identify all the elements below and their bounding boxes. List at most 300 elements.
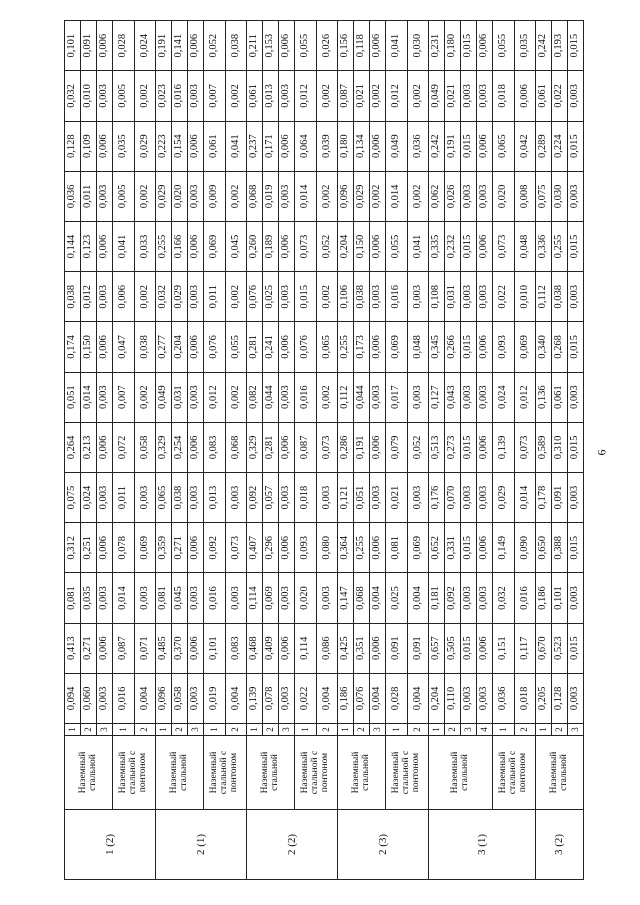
value-cell: 0,038	[65, 272, 81, 322]
row-index-cell: 1	[247, 724, 263, 736]
coefficient-table	[64, 20, 584, 880]
value-cell: 0,114	[295, 623, 317, 673]
row-index-cell: 1	[493, 724, 515, 736]
row-index-cell: 2	[407, 724, 429, 736]
value-cell: 0,015	[461, 221, 477, 271]
value-cell: 0,015	[568, 523, 584, 573]
value-cell: 0,045	[225, 221, 247, 271]
value-cell: 0,015	[461, 422, 477, 472]
value-cell: 0,019	[263, 171, 279, 221]
value-cell: 0,271	[172, 523, 188, 573]
value-cell: 0,003	[568, 472, 584, 522]
row-index-cell: 3	[461, 724, 477, 736]
value-cell: 0,049	[386, 121, 408, 171]
value-cell: 0,003	[461, 272, 477, 322]
value-cell: 0,002	[316, 372, 338, 422]
value-cell: 0,003	[477, 573, 493, 623]
value-cell: 0,242	[429, 121, 445, 171]
value-cell: 0,255	[338, 322, 354, 372]
value-cell: 0,025	[263, 272, 279, 322]
value-cell: 0,409	[263, 623, 279, 673]
value-cell: 0,003	[188, 372, 204, 422]
value-cell: 0,006	[370, 422, 386, 472]
value-cell: 0,150	[354, 221, 370, 271]
value-cell: 0,174	[65, 322, 81, 372]
value-cell: 0,061	[536, 71, 552, 121]
value-cell: 0,128	[552, 673, 568, 723]
value-cell: 0,008	[514, 171, 536, 221]
value-cell: 0,268	[552, 322, 568, 372]
value-cell: 0,022	[493, 272, 515, 322]
value-cell: 0,076	[295, 322, 317, 372]
value-cell: 0,003	[134, 573, 156, 623]
value-cell: 0,015	[568, 623, 584, 673]
value-cell: 0,242	[536, 21, 552, 71]
value-cell: 0,029	[493, 472, 515, 522]
value-cell: 0,003	[97, 272, 113, 322]
value-cell: 0,002	[225, 272, 247, 322]
value-cell: 0,003	[134, 472, 156, 522]
value-cell: 0,060	[81, 673, 97, 723]
value-cell: 0,006	[279, 322, 295, 372]
value-cell: 0,003	[188, 272, 204, 322]
value-cell: 0,144	[65, 221, 81, 271]
value-cell: 0,121	[338, 472, 354, 522]
value-cell: 0,006	[188, 523, 204, 573]
value-cell: 0,652	[429, 523, 445, 573]
value-cell: 0,002	[316, 171, 338, 221]
value-cell: 0,003	[97, 171, 113, 221]
value-cell: 0,076	[247, 272, 263, 322]
value-cell: 0,123	[81, 221, 97, 271]
value-cell: 0,031	[445, 272, 461, 322]
value-cell: 0,015	[568, 422, 584, 472]
value-cell: 0,004	[316, 673, 338, 723]
value-cell: 0,091	[81, 21, 97, 71]
value-cell: 0,006	[279, 21, 295, 71]
value-cell: 0,359	[156, 523, 172, 573]
value-cell: 0,264	[65, 422, 81, 472]
value-cell: 0,086	[316, 623, 338, 673]
value-cell: 0,069	[204, 221, 226, 271]
value-cell: 0,003	[279, 171, 295, 221]
value-cell: 0,070	[445, 472, 461, 522]
value-cell: 0,331	[445, 523, 461, 573]
value-cell: 0,069	[407, 523, 429, 573]
value-cell: 0,031	[172, 372, 188, 422]
value-cell: 0,003	[188, 472, 204, 522]
tank-type-cell: Наземный стальной	[338, 736, 386, 810]
value-cell: 0,191	[354, 422, 370, 472]
tank-type-cell: Наземный стальной с понтоном	[295, 736, 338, 810]
value-cell: 0,156	[338, 21, 354, 71]
value-cell: 0,003	[97, 573, 113, 623]
value-cell: 0,003	[407, 372, 429, 422]
value-cell: 0,186	[338, 673, 354, 723]
value-cell: 0,055	[493, 21, 515, 71]
value-cell: 0,003	[477, 171, 493, 221]
value-cell: 0,057	[263, 472, 279, 522]
value-cell: 0,670	[536, 623, 552, 673]
tank-type-cell: Наземный стальной	[65, 736, 113, 810]
page-number: 6	[594, 449, 609, 456]
value-cell: 0,101	[552, 573, 568, 623]
value-cell: 0,523	[552, 623, 568, 673]
value-cell: 0,091	[552, 472, 568, 522]
value-cell: 0,017	[386, 372, 408, 422]
value-cell: 0,002	[407, 171, 429, 221]
value-cell: 0,281	[247, 322, 263, 372]
table-viewport	[64, 20, 584, 880]
value-cell: 0,012	[295, 71, 317, 121]
value-cell: 0,204	[338, 221, 354, 271]
value-cell: 0,036	[407, 121, 429, 171]
value-cell: 0,078	[263, 673, 279, 723]
value-cell: 0,101	[204, 623, 226, 673]
value-cell: 0,042	[514, 121, 536, 171]
value-cell: 0,151	[493, 623, 515, 673]
value-cell: 0,036	[493, 673, 515, 723]
value-cell: 0,092	[445, 573, 461, 623]
value-cell: 0,180	[445, 21, 461, 71]
value-cell: 0,069	[514, 322, 536, 372]
value-cell: 0,002	[134, 171, 156, 221]
value-cell: 0,006	[188, 221, 204, 271]
tank-type-cell: Наземный стальной с понтоном	[204, 736, 247, 810]
value-cell: 0,204	[429, 673, 445, 723]
value-cell: 0,003	[97, 372, 113, 422]
value-cell: 0,006	[97, 523, 113, 573]
table-body	[65, 21, 584, 880]
value-cell: 0,109	[81, 121, 97, 171]
value-cell: 0,006	[188, 623, 204, 673]
value-cell: 0,065	[316, 322, 338, 372]
value-cell: 0,006	[514, 71, 536, 121]
row-index-cell: 2	[81, 724, 97, 736]
value-cell: 0,134	[354, 121, 370, 171]
value-cell: 0,003	[568, 573, 584, 623]
value-cell: 0,003	[477, 673, 493, 723]
value-cell: 0,006	[97, 623, 113, 673]
value-cell: 0,106	[338, 272, 354, 322]
value-cell: 0,018	[514, 673, 536, 723]
value-cell: 0,015	[461, 322, 477, 372]
row-index-cell: 2	[316, 724, 338, 736]
value-cell: 0,072	[113, 422, 135, 472]
value-cell: 0,255	[552, 221, 568, 271]
table-row	[493, 21, 515, 880]
value-cell: 0,075	[65, 472, 81, 522]
value-cell: 0,003	[316, 472, 338, 522]
value-cell: 0,425	[338, 623, 354, 673]
table-row	[295, 21, 317, 880]
tank-type-cell: Наземный стальной	[156, 736, 204, 810]
value-cell: 0,003	[316, 573, 338, 623]
value-cell: 0,041	[407, 221, 429, 271]
value-cell: 0,003	[407, 272, 429, 322]
value-cell: 0,045	[172, 573, 188, 623]
value-cell: 0,025	[386, 573, 408, 623]
value-cell: 0,211	[247, 21, 263, 71]
value-cell: 0,004	[370, 673, 386, 723]
value-cell: 0,016	[295, 372, 317, 422]
value-cell: 0,345	[429, 322, 445, 372]
value-cell: 0,018	[493, 71, 515, 121]
value-cell: 0,589	[536, 422, 552, 472]
value-cell: 0,128	[65, 121, 81, 171]
value-cell: 0,055	[225, 322, 247, 372]
value-cell: 0,082	[247, 372, 263, 422]
row-index-cell: 4	[477, 724, 493, 736]
value-cell: 0,002	[370, 171, 386, 221]
value-cell: 0,329	[247, 422, 263, 472]
value-cell: 0,139	[247, 673, 263, 723]
value-cell: 0,069	[263, 573, 279, 623]
value-cell: 0,052	[316, 221, 338, 271]
table-row	[204, 21, 226, 880]
value-cell: 0,013	[263, 71, 279, 121]
row-index-cell: 1	[295, 724, 317, 736]
value-cell: 0,055	[295, 21, 317, 71]
value-cell: 0,006	[188, 422, 204, 472]
value-cell: 0,180	[338, 121, 354, 171]
value-cell: 0,351	[354, 623, 370, 673]
value-cell: 0,189	[263, 221, 279, 271]
value-cell: 0,255	[354, 523, 370, 573]
value-cell: 0,033	[134, 221, 156, 271]
value-cell: 0,003	[477, 272, 493, 322]
row-index-cell: 2	[225, 724, 247, 736]
value-cell: 0,030	[407, 21, 429, 71]
tank-type-cell: Наземный стальной с понтоном	[113, 736, 156, 810]
value-cell: 0,413	[65, 623, 81, 673]
value-cell: 0,166	[172, 221, 188, 271]
value-cell: 0,114	[247, 573, 263, 623]
value-cell: 0,039	[316, 121, 338, 171]
value-cell: 0,058	[134, 422, 156, 472]
value-cell: 0,002	[316, 272, 338, 322]
value-cell: 0,191	[445, 121, 461, 171]
row-index-cell: 1	[204, 724, 226, 736]
value-cell: 0,006	[188, 322, 204, 372]
value-cell: 0,015	[295, 272, 317, 322]
value-cell: 0,029	[156, 171, 172, 221]
value-cell: 0,271	[81, 623, 97, 673]
rotated-table-container	[64, 20, 584, 880]
value-cell: 0,047	[113, 322, 135, 372]
value-cell: 0,117	[514, 623, 536, 673]
value-cell: 0,005	[113, 71, 135, 121]
value-cell: 0,012	[204, 372, 226, 422]
value-cell: 0,020	[295, 573, 317, 623]
value-cell: 0,006	[477, 623, 493, 673]
value-cell: 0,092	[204, 523, 226, 573]
value-cell: 0,026	[445, 171, 461, 221]
value-cell: 0,006	[370, 322, 386, 372]
value-cell: 0,112	[536, 272, 552, 322]
value-cell: 0,038	[172, 472, 188, 522]
value-cell: 0,006	[370, 523, 386, 573]
value-cell: 0,073	[225, 523, 247, 573]
value-cell: 0,289	[536, 121, 552, 171]
value-cell: 0,006	[279, 422, 295, 472]
tank-type-cell: Наземный стальной с понтоном	[493, 736, 536, 810]
value-cell: 0,038	[552, 272, 568, 322]
value-cell: 0,003	[370, 272, 386, 322]
value-cell: 0,093	[295, 523, 317, 573]
value-cell: 0,657	[429, 623, 445, 673]
value-cell: 0,310	[552, 422, 568, 472]
row-index-cell: 3	[97, 724, 113, 736]
value-cell: 0,083	[225, 623, 247, 673]
row-index-cell: 2	[514, 724, 536, 736]
object-cell: 2 (3)	[338, 810, 429, 880]
value-cell: 0,096	[156, 673, 172, 723]
value-cell: 0,011	[81, 171, 97, 221]
value-cell: 0,009	[204, 171, 226, 221]
value-cell: 0,003	[188, 573, 204, 623]
value-cell: 0,035	[81, 573, 97, 623]
table-row	[429, 21, 445, 880]
table-row	[65, 21, 81, 880]
tank-type-cell: Наземный стальной	[247, 736, 295, 810]
value-cell: 0,388	[552, 523, 568, 573]
value-cell: 0,080	[316, 523, 338, 573]
value-cell: 0,181	[429, 573, 445, 623]
value-cell: 0,038	[134, 322, 156, 372]
value-cell: 0,003	[568, 372, 584, 422]
value-cell: 0,136	[536, 372, 552, 422]
value-cell: 0,062	[429, 171, 445, 221]
value-cell: 0,141	[172, 21, 188, 71]
object-cell: 2 (1)	[156, 810, 247, 880]
value-cell: 0,650	[536, 523, 552, 573]
value-cell: 0,513	[429, 422, 445, 472]
value-cell: 0,036	[65, 171, 81, 221]
value-cell: 0,007	[113, 372, 135, 422]
value-cell: 0,003	[461, 472, 477, 522]
value-cell: 0,035	[514, 21, 536, 71]
value-cell: 0,006	[477, 221, 493, 271]
value-cell: 0,006	[279, 523, 295, 573]
value-cell: 0,468	[247, 623, 263, 673]
value-cell: 0,006	[477, 322, 493, 372]
value-cell: 0,030	[552, 171, 568, 221]
value-cell: 0,015	[461, 21, 477, 71]
value-cell: 0,485	[156, 623, 172, 673]
value-cell: 0,003	[568, 272, 584, 322]
value-cell: 0,051	[65, 372, 81, 422]
value-cell: 0,003	[97, 472, 113, 522]
value-cell: 0,006	[370, 623, 386, 673]
value-cell: 0,069	[134, 523, 156, 573]
value-cell: 0,003	[461, 673, 477, 723]
value-cell: 0,091	[407, 623, 429, 673]
row-index-cell: 2	[445, 724, 461, 736]
value-cell: 0,023	[156, 71, 172, 121]
value-cell: 0,061	[247, 71, 263, 121]
value-cell: 0,191	[156, 21, 172, 71]
value-cell: 0,049	[429, 71, 445, 121]
row-index-cell: 3	[568, 724, 584, 736]
value-cell: 0,002	[134, 372, 156, 422]
value-cell: 0,022	[295, 673, 317, 723]
value-cell: 0,015	[461, 523, 477, 573]
value-cell: 0,016	[172, 71, 188, 121]
value-cell: 0,028	[386, 673, 408, 723]
value-cell: 0,277	[156, 322, 172, 372]
value-cell: 0,173	[354, 322, 370, 372]
value-cell: 0,010	[81, 71, 97, 121]
value-cell: 0,087	[295, 422, 317, 472]
value-cell: 0,014	[113, 573, 135, 623]
row-index-cell: 3	[279, 724, 295, 736]
value-cell: 0,002	[225, 372, 247, 422]
value-cell: 0,254	[172, 422, 188, 472]
value-cell: 0,006	[188, 21, 204, 71]
value-cell: 0,003	[370, 372, 386, 422]
value-cell: 0,205	[536, 673, 552, 723]
value-cell: 0,003	[279, 673, 295, 723]
value-cell: 0,281	[263, 422, 279, 472]
value-cell: 0,003	[568, 673, 584, 723]
value-cell: 0,335	[429, 221, 445, 271]
value-cell: 0,006	[97, 21, 113, 71]
value-cell: 0,038	[225, 21, 247, 71]
value-cell: 0,049	[156, 372, 172, 422]
value-cell: 0,016	[386, 272, 408, 322]
tank-type-cell: Наземный стальной с понтоном	[386, 736, 429, 810]
value-cell: 0,002	[225, 71, 247, 121]
value-cell: 0,004	[407, 573, 429, 623]
value-cell: 0,021	[354, 71, 370, 121]
value-cell: 0,003	[461, 372, 477, 422]
value-cell: 0,035	[113, 121, 135, 171]
value-cell: 0,044	[354, 372, 370, 422]
row-index-cell: 2	[552, 724, 568, 736]
value-cell: 0,241	[263, 322, 279, 372]
value-cell: 0,011	[113, 472, 135, 522]
value-cell: 0,154	[172, 121, 188, 171]
value-cell: 0,101	[65, 21, 81, 71]
value-cell: 0,068	[225, 422, 247, 472]
value-cell: 0,032	[156, 272, 172, 322]
value-cell: 0,014	[81, 372, 97, 422]
value-cell: 0,032	[65, 71, 81, 121]
value-cell: 0,061	[204, 121, 226, 171]
value-cell: 0,340	[536, 322, 552, 372]
value-cell: 0,078	[113, 523, 135, 573]
value-cell: 0,014	[514, 472, 536, 522]
value-cell: 0,024	[134, 21, 156, 71]
value-cell: 0,108	[429, 272, 445, 322]
value-cell: 0,015	[568, 221, 584, 271]
value-cell: 0,048	[407, 322, 429, 372]
value-cell: 0,178	[536, 472, 552, 522]
table-row	[338, 21, 354, 880]
value-cell: 0,002	[370, 71, 386, 121]
value-cell: 0,006	[97, 322, 113, 372]
row-index-cell: 1	[386, 724, 408, 736]
value-cell: 0,021	[386, 472, 408, 522]
value-cell: 0,015	[568, 21, 584, 71]
value-cell: 0,003	[279, 71, 295, 121]
value-cell: 0,003	[279, 472, 295, 522]
value-cell: 0,286	[338, 422, 354, 472]
value-cell: 0,002	[316, 71, 338, 121]
value-cell: 0,273	[445, 422, 461, 472]
value-cell: 0,002	[407, 71, 429, 121]
